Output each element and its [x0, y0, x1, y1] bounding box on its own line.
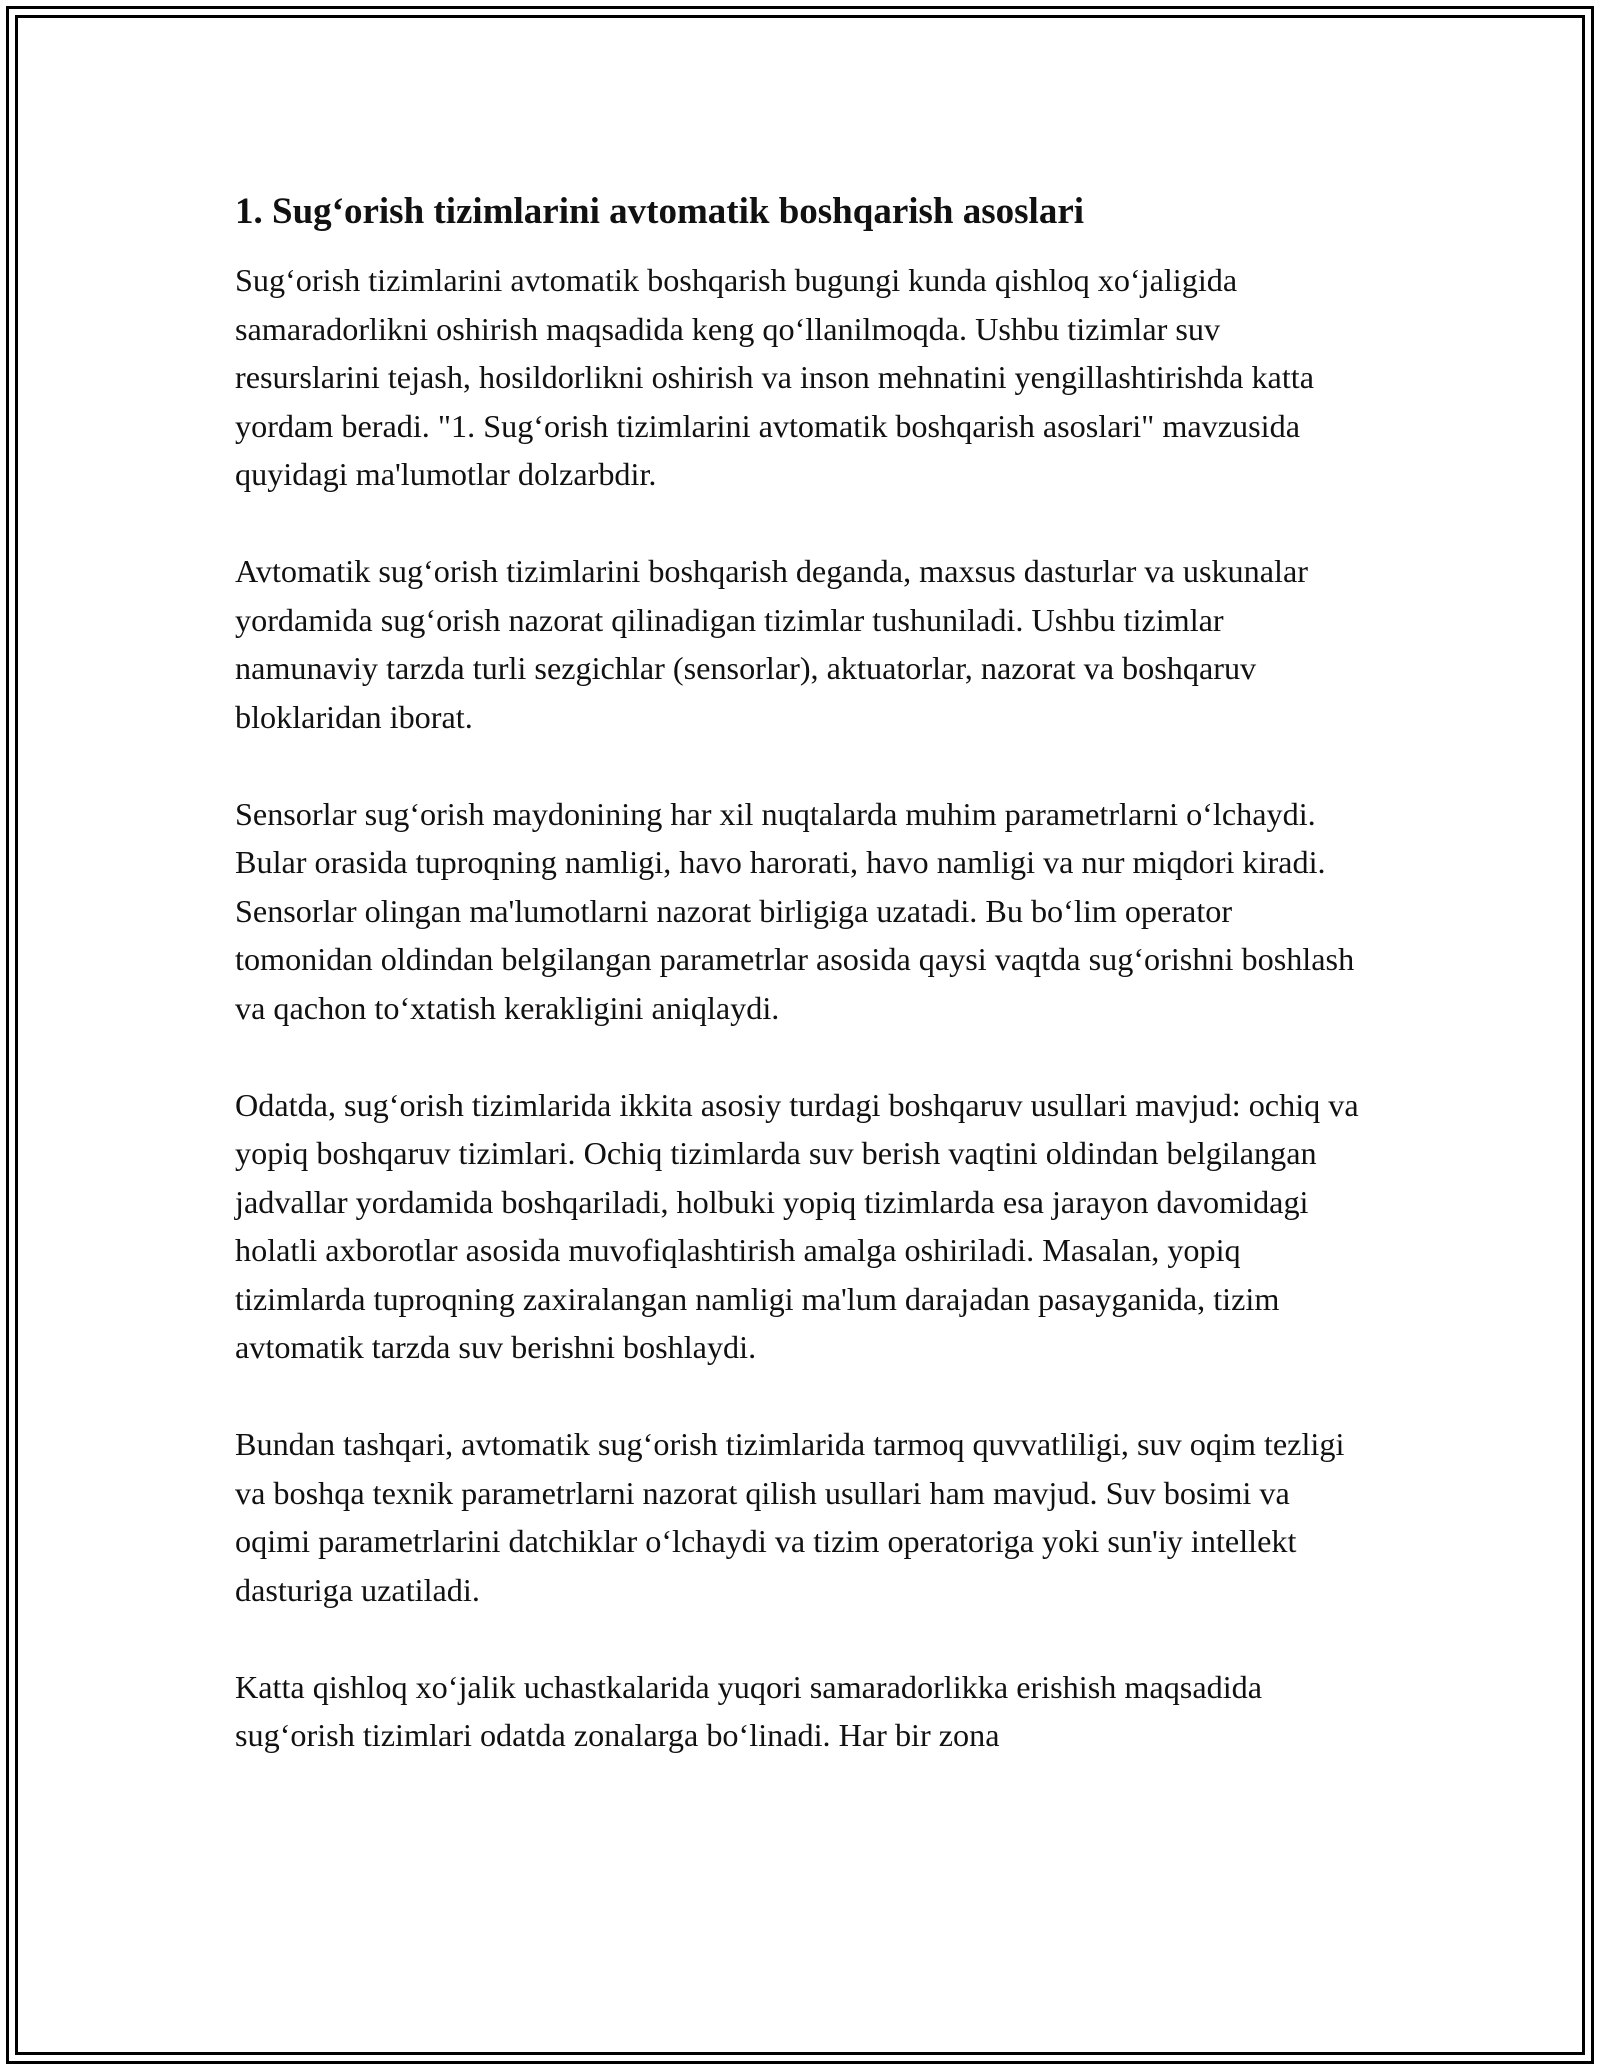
paragraph-technical-parameters: Bundan tashqari, avtomatik sug‘orish tizimlarida tarmoq quvvatliligi, suv oqim tezligi va boshqa texnik parametrlarni nazorat qilish usullari ham mavjud. Suv bosimi va oqimi parametrlarini datchiklar o‘lchaydi va tizim operatoriga yoki sun'iy intellekt dasturiga uzatiladi. — [235, 1426, 1345, 1608]
paragraph-definition: Avtomatik sug‘orish tizimlarini boshqarish deganda, maxsus dasturlar va uskunalar yordamida sug‘orish nazorat qilinadigan tizimlar tushuniladi. Ushbu tizimlar namunaviy tarzda turli sezgichlar (sensorlar), aktuatorlar, nazorat va boshqaruv bloklaridan iborat. — [235, 553, 1308, 735]
paragraph-intro: Sug‘orish tizimlarini avtomatik boshqarish bugungi kunda qishloq xo‘jaligida samaradorlikni oshirish maqsadida keng qo‘llanilmoqda. Ushbu tizimlar suv resurslarini tejash, hosildorlikni oshirish va inson mehnatini yengillashtirishda katta yordam beradi. "1. Sug‘orish tizimlarini avtomatik boshqarish asoslari" mavzusida quyidagi ma'lumotlar dolzarbdir. — [235, 262, 1315, 492]
paragraph-zones: Katta qishloq xo‘jalik uchastkalarida yuqori samaradorlikka erishish maqsadida sug‘orish tizimlari odatda zonalarga bo‘linadi. Har bir zona — [235, 1668, 1263, 1753]
section-heading: 1. Sug‘orish tizimlarini avtomatik boshqarish asoslari — [235, 191, 1085, 232]
paragraph-sensors: Sensorlar sug‘orish maydonining har xil nuqtalarda muhim parametrlarni o‘lchaydi. Bular orasida tuproqning namligi, havo harorati, havo namligi va nur miqdori kiradi. Sensorlar olingan ma'lumotlarni nazorat birligiga uzatadi. Bu bo‘lim operator tomonidan oldindan belgilangan parametrlar asosida qaysi vaqtda sug‘orishni boshlash va qachon to‘xtatish kerakligini aniqlaydi. — [235, 795, 1355, 1026]
document-body — [235, 186, 1365, 1760]
paragraph-control-types: Odatda, sug‘orish tizimlarida ikkita asosiy turdagi boshqaruv usullari mavjud: ochiq va yopiq boshqaruv tizimlari. Ochiq tizimlarda suv berish vaqtini oldindan belgilangan jadvallar yordamida boshqariladi, holbuki yopiq tizimlarda esa jarayon davomidagi holatli axborotlar asosida muvofiqlashtirish amalga oshiriladi. Masalan, yopiq tizimlarda tuproqning zaxiralangan namligi ma'lum darajadan pasayganida, tizim avtomatik tarzda suv berishni boshlaydi. — [235, 1086, 1359, 1365]
